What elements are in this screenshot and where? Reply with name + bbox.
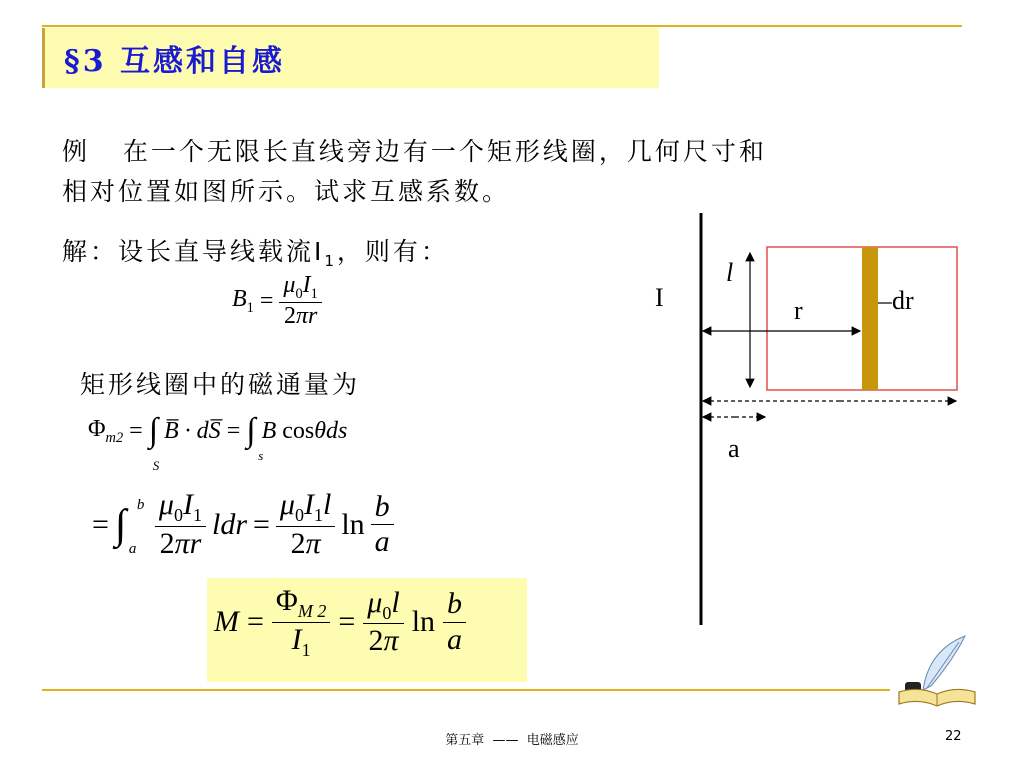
formula-flux: $\Phi_{m2}$ = ∫ S B̅ · dS̅ = ∫ s B cosθds: [88, 412, 348, 473]
formula-b1: $B_1$ = $\frac{\mu_0I_1}{2\pi r}$: [232, 272, 322, 331]
footer-page-number: 22: [945, 729, 962, 744]
flux-label: 矩形线圈中的磁通量为: [80, 370, 361, 399]
formula-mutual-inductance: M = $\frac{\Phi_{M 2}}{I_1}$ = $\frac{\mu_0l}{2\pi}$ ln $\frac{b}{a}$: [214, 584, 466, 660]
problem-line-2: 相对位置如图所示。试求互感系数。: [62, 177, 511, 206]
footer-chapter: 第五章 —— 电磁感应: [445, 733, 579, 748]
label-current: I: [655, 283, 664, 312]
label-l: l: [726, 258, 734, 287]
label-r: r: [794, 296, 803, 325]
top-rule: [42, 25, 962, 27]
page-title: §3 互感和自感: [64, 44, 286, 79]
label-dr: dr: [892, 286, 914, 315]
formula-flux-integral: = ∫ b a $\frac{\mu_0I_1}{2\pi r}$ ldr = $\frac{\mu_0I_1l}{2\pi}$ ln $\frac{b}{a}$: [92, 488, 394, 561]
problem-line-1: 例 在一个无限长直线旁边有一个矩形线圈，几何尺寸和: [62, 137, 767, 166]
solution-intro: 解：设长直导线载流$I_1$，则有：: [62, 237, 449, 270]
label-a: a: [728, 434, 740, 463]
quill-and-book-icon: [893, 630, 979, 710]
strip-dr: [862, 247, 878, 390]
bottom-rule: [42, 689, 890, 691]
geometry-diagram: [640, 205, 970, 635]
